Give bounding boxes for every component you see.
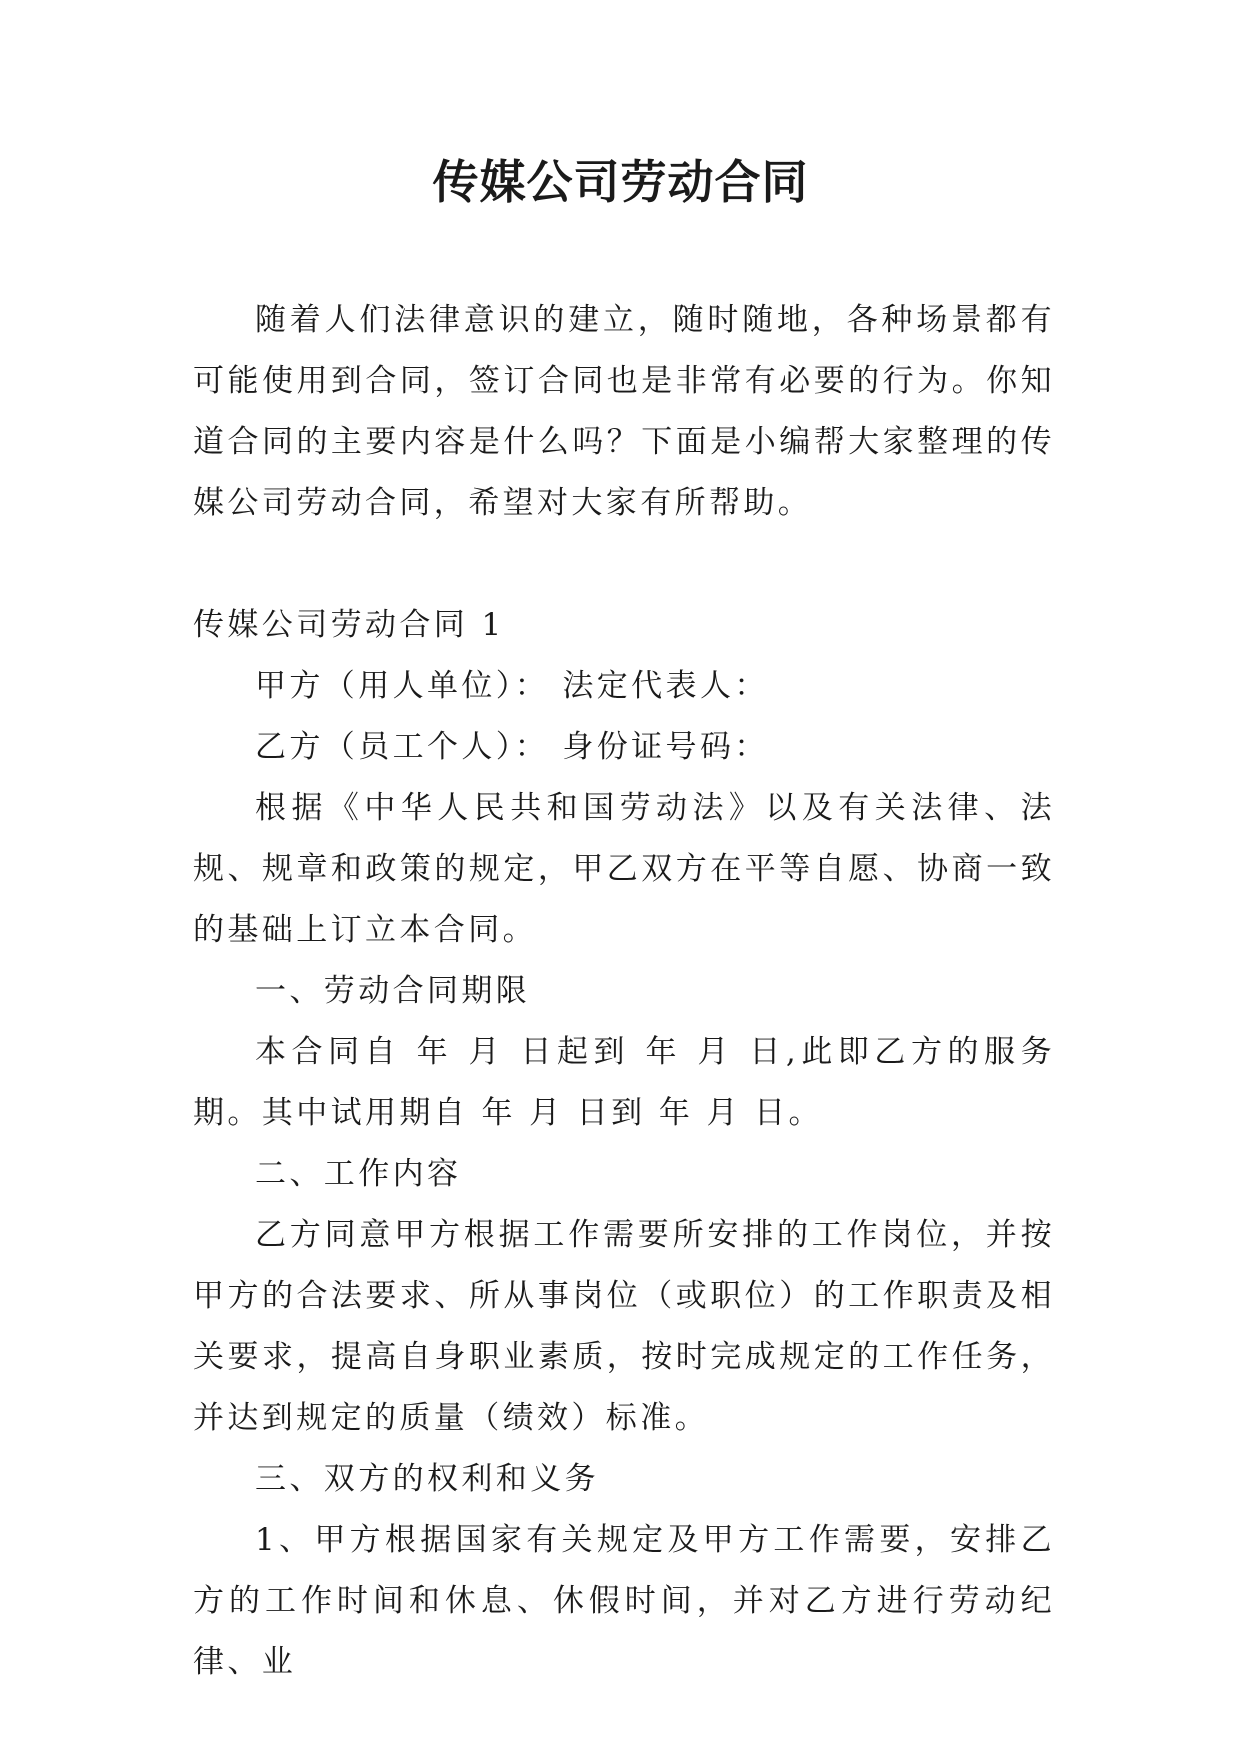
term-paragraph: 本合同自 年 月 日起到 年 月 日,此即乙方的服务期。其中试用期自 年 月 日到 年 月 日。 bbox=[193, 1034, 1055, 1131]
clause-heading-work-content: 二、工作内容 bbox=[255, 1156, 462, 1192]
party-a-line: 甲方（用人单位）： 法定代表人： bbox=[255, 668, 769, 704]
section-heading: 传媒公司劳动合同 1 bbox=[193, 607, 505, 643]
work-content-paragraph: 乙方同意甲方根据工作需要所安排的工作岗位，并按甲方的合法要求、所从事岗位（或职位）的工作职责及相关要求，提高自身职业素质，按时完成规定的工作任务，并达到规定的质量（绩效）标准。 bbox=[193, 1217, 1055, 1436]
clause-heading-term: 一、劳动合同期限 bbox=[255, 973, 531, 1009]
legal-basis-paragraph: 根据《中华人民共和国劳动法》以及有关法律、法规、规章和政策的规定，甲乙双方在平等自愿、协商一致的基础上订立本合同。 bbox=[193, 790, 1055, 948]
paragraph-spacer bbox=[193, 534, 1055, 595]
clause-heading-rights: 三、双方的权利和义务 bbox=[255, 1461, 599, 1497]
rights-paragraph: 1、甲方根据国家有关规定及甲方工作需要，安排乙方的工作时间和休息、休假时间，并对乙方进行劳动纪律、业 bbox=[193, 1522, 1055, 1680]
party-b-line: 乙方（员工个人）： 身份证号码： bbox=[255, 729, 769, 765]
document-body bbox=[193, 290, 1055, 1693]
intro-paragraph: 随着人们法律意识的建立，随时随地，各种场景都有可能使用到合同，签订合同也是非常有必要的行为。你知道合同的主要内容是什么吗？下面是小编帮大家整理的传媒公司劳动合同，希望对大家有所帮助。 bbox=[193, 302, 1055, 521]
document-title: 传媒公司劳动合同 bbox=[432, 155, 809, 209]
